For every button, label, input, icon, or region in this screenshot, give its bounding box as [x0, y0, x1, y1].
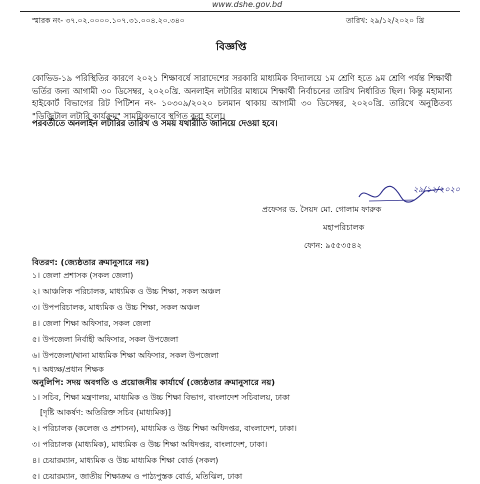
distribution-item: ৬। উপজেলা/থানা মাধ্যমিক শিক্ষা অফিসার, সকল উপজেলা: [32, 351, 219, 360]
notice-title: বিজ্ঞপ্তি: [216, 41, 247, 53]
distribution-item: ১। জেলা প্রশাসক (সকল জেলা): [32, 271, 134, 280]
website-url: www.dshe.gov.bd: [212, 0, 283, 9]
memo-number: স্মারক নং- ৩৭.০২.০০০০.১০৭.৩১.০০৪.২০.৩৪০: [32, 16, 185, 25]
distribution-item: ২। আঞ্চলিক পরিচালক, মাধ্যমিক ও উচ্চ শিক্ষা, সকল অঞ্চল: [32, 287, 221, 296]
copy-item: ২। পরিচালক (কলেজ ও প্রশাসন), মাধ্যমিক ও উচ্চ শিক্ষা অধিদপ্তর, বাংলাদেশ, ঢাকা।: [32, 424, 297, 433]
signatory-designation: মহাপরিচালক: [323, 223, 365, 232]
distribution-item: ৫। উপজেলা নির্বাহী অফিসার, সকল উপজেলা: [32, 335, 179, 344]
distribution-heading: বিতরণ: (জ্যেষ্ঠতার ক্রমানুসারে নয়): [32, 257, 150, 267]
copy-item-note: [দৃষ্টি আকর্ষণ: অতিরিক্ত সচিব (মাধ্যমিক)]: [40, 408, 171, 417]
signature-date: ২৯/১২/২০২০: [413, 185, 460, 194]
copy-item: ৩। পরিচালক (মাধ্যমিক), মাধ্যমিক ও উচ্চ শিক্ষা অধিদপ্তর, বাংলাদেশ, ঢাকা।: [32, 440, 268, 449]
body-paragraph: কোভিড-১৯ পরিস্থিতির কারণে ২০২১ শিক্ষাবর্ষে সারাদেশের সরকারি মাধ্যমিক বিদ্যালয়ে ১ম শ্রেণি হতে ৯ম শ্রেণি পর্যন্ত শিক্ষার্থী ভর্তির জন্য আগামী ৩০ ডিসেম্বর, ২০২০খ্রি. অনলাইন লটারির মাধ্যমে শিক্ষার্থী নির্বাচনের তারিখ নির্ধারিত ছিল। কিন্তু মহামান্য হাইকোর্ট বিভাগের রিট পিটিশন নং- ১০৩০৯/২০২০ চলমান থাকায় আগামী ৩০ ডিসেম্বর, ২০২০খ্রি. তারিখে অনুষ্ঠিতব্য "ডিজিটাল লটারি কার্যক্রম" সাময়িকভাবে স্থগিত করা হলো।: [32, 73, 452, 121]
copy-item: ১। সচিব, শিক্ষা মন্ত্রণালয়, মাধ্যমিক ও উচ্চ শিক্ষা বিভাগ, বাংলাদেশ সচিবালয়, ঢাকা: [32, 393, 290, 402]
signatory-phone: ফোন: ৯৫৫৩৫৪২: [304, 241, 362, 250]
distribution-item: ৪। জেলা শিক্ষা অফিসার, সকল জেলা: [32, 319, 151, 328]
copy-heading: অনুলিপি: সদয় অবগতি ও প্রয়োজনীয় কার্যার্থে (জ্যেষ্ঠতার ক্রমানুসারে নয়): [32, 377, 276, 387]
distribution-item: ৭। অধ্যক্ষ/প্রধান শিক্ষক: [32, 365, 104, 374]
signatory-name: প্রফেসর ড. সৈয়দ মো. গোলাম ফারুক: [262, 205, 382, 214]
distribution-item: ৩। উপপরিচালক, মাধ্যমিক ও উচ্চ শিক্ষা, সকল অঞ্চল: [32, 303, 200, 312]
copy-item: ৪। চেয়ারম্যান, মাধ্যমিক ও উচ্চ মাধ্যমিক শিক্ষা বোর্ড (সকল): [32, 456, 219, 465]
notice-line: পরবর্তীতে অনলাইন লটারির তারিখ ও সময় যথারীতি জানিয়ে দেওয়া হবে।: [32, 118, 278, 128]
memo-date: তারিখ: ২৯/১২/২০২০ খ্রি: [346, 16, 425, 25]
copy-item: ৫। চেয়ারম্যান, জাতীয় শিক্ষাক্রম ও পাঠ্যপুস্তক বোর্ড, মতিঝিল, ঢাকা: [32, 472, 243, 481]
header-divider: [20, 11, 460, 12]
